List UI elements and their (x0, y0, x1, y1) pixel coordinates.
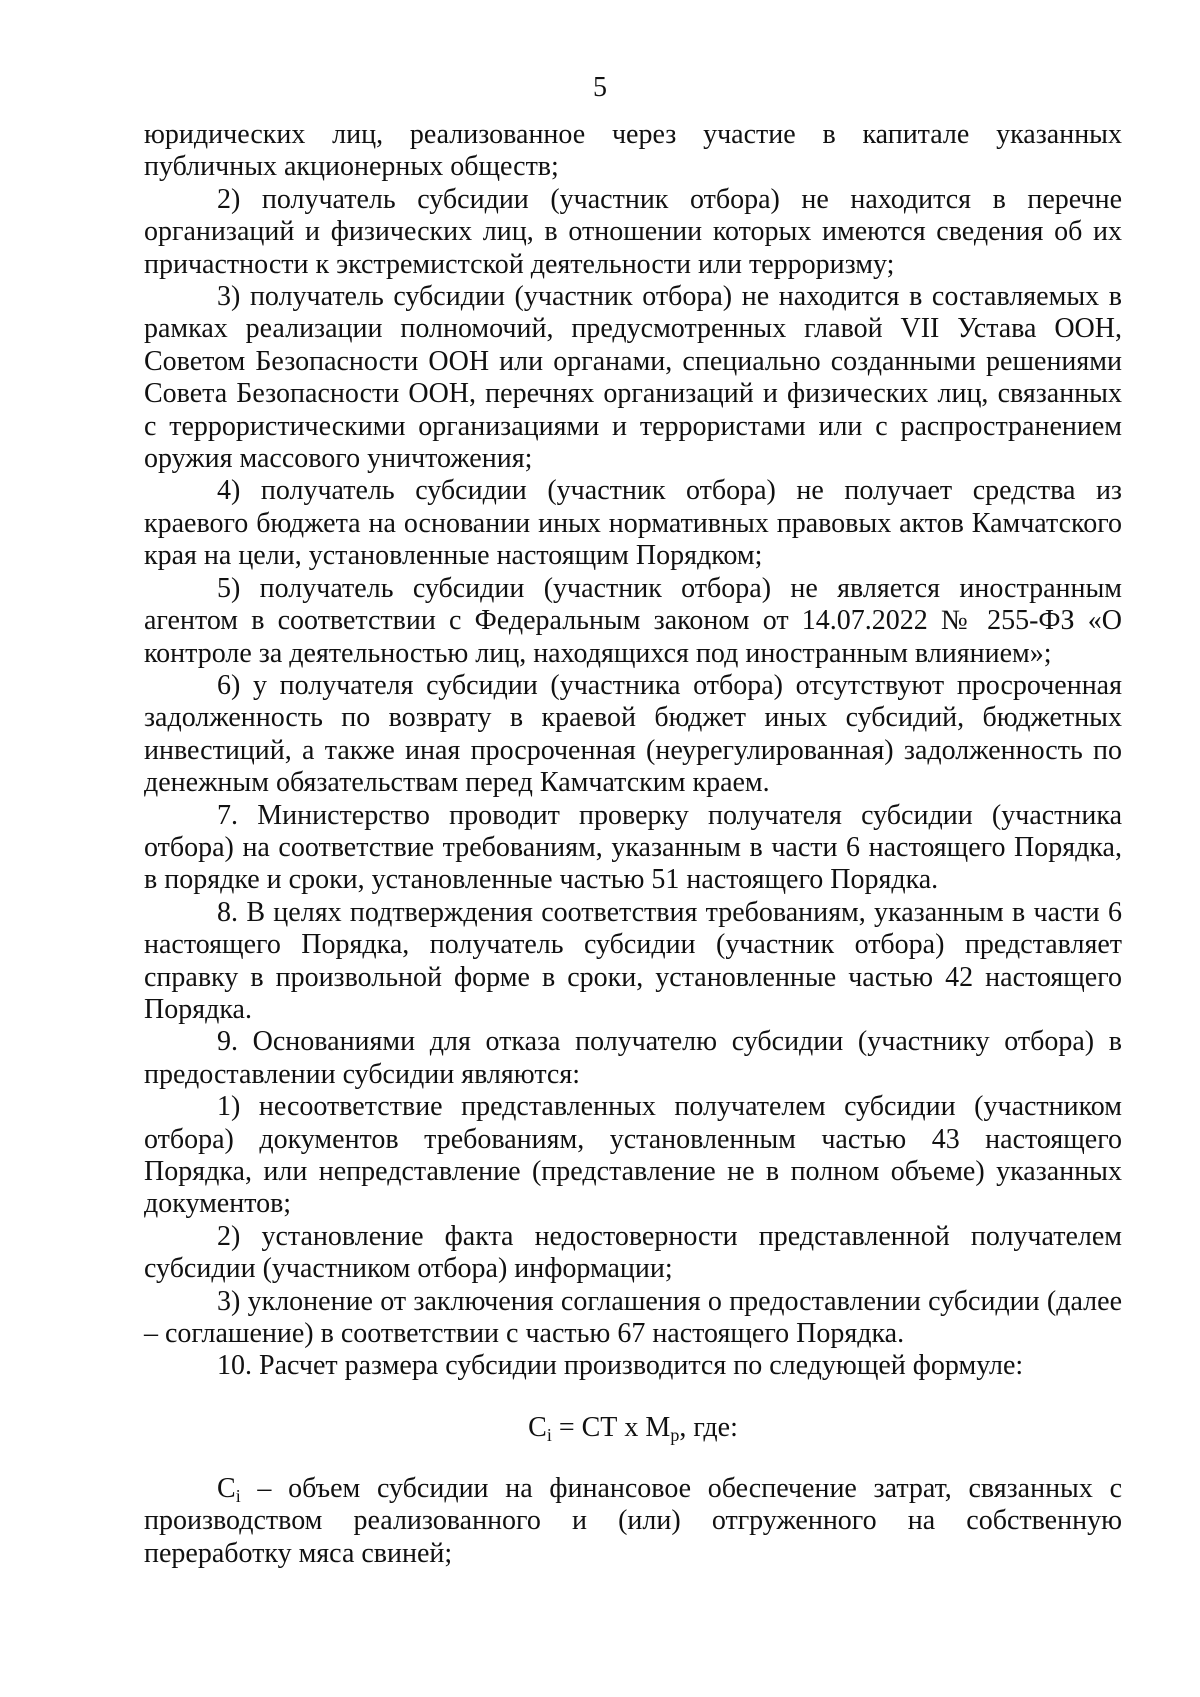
document-body (144, 119, 1122, 1570)
page-number: 5 (593, 72, 607, 103)
formula-middle: = СТ х М (551, 1411, 671, 1443)
paragraph-item-4: 4) получатель субсидии (участник отбора) не получает средства из краевого бюджета на основании иных нормативных правовых актов Камчатского края на цели, установленные настоящим Порядком; (144, 475, 1122, 572)
paragraph-item-5: 5) получатель субсидии (участник отбора) не является иностранным агентом в соответствии с Федеральным законом от 14.07.2022 № 255-ФЗ «О контроле за деятельностью лиц, находящихся под иностранным влиянием»; (144, 572, 1122, 669)
paragraph-item-6: 6) у получателя субсидии (участника отбора) отсутствуют просроченная задолженность по возврату в краевой бюджет иных субсидий, бюджетных инвестиций, а также иная просроченная (неурегулированная) задолженность по денежным обязательствам перед Камчатским краем. (144, 669, 1122, 799)
definition-text: – объем субсидии на финансовое обеспечение затрат, связанных с производством реализованного и (или) отгруженного на собственную переработку мяса свиней; (144, 1472, 1122, 1569)
paragraph-item-3: 3) получатель субсидии (участник отбора) не находится в составляемых в рамках реализации полномочий, предусмотренных главой VII Устава ООН, Советом Безопасности ООН или органами, специально созданными решениями Совета Безопасности ООН, перечнях организаций и физических лиц, связанных с террористическими организациями и террористами или с распространением оружия массового уничтожения; (144, 281, 1122, 475)
formula-tail: , где: (679, 1411, 738, 1443)
definition-symbol: С (217, 1472, 236, 1504)
paragraph-continuation: юридических лиц, реализованное через участие в капитале указанных публичных акционерных обществ; (144, 119, 1122, 183)
paragraph-part-9-item-3: 3) уклонение от заключения соглашения о предоставлении субсидии (далее – соглашение) в соответствии с частью 67 настоящего Порядка. (144, 1285, 1122, 1350)
paragraph-item-2: 2) получатель субсидии (участник отбора) не находится в перечне организаций и физических лиц, в отношении которых имеются сведения об их причастности к экстремистской деятельности или терроризму; (144, 183, 1122, 280)
formula (144, 1411, 1122, 1445)
paragraph-part-9-item-2: 2) установление факта недостоверности представленной получателем субсидии (участником отбора) информации; (144, 1220, 1122, 1285)
paragraph-part-8: 8. В целях подтверждения соответствия требованиям, указанным в части 6 настоящего Порядка, получатель субсидии (участник отбора) представляет справку в произвольной форме в сроки, установленные частью 42 настоящего Порядка. (144, 896, 1122, 1025)
paragraph-part-9: 9. Основаниями для отказа получателю субсидии (участнику отбора) в предоставлении субсидии являются: (144, 1026, 1122, 1090)
formula-subscript-p: р (670, 1424, 680, 1445)
paragraph-part-10: 10. Расчет размера субсидии производится по следующей формуле: (217, 1350, 1024, 1382)
definition-symbol-subscript: i (235, 1485, 241, 1506)
paragraph-part-7: 7. Министерство проводит проверку получателя субсидии (участника отбора) на соответствие требованиям, указанным в части 6 настоящего Порядка, в порядке и сроки, установленные частью 51 настоящего Порядка. (144, 799, 1122, 896)
paragraph-part-9-item-1: 1) несоответствие представленных получателем субсидии (участником отбора) документов требованиям, установленным частью 43 настоящего Порядка, или непредставление (представление не в полном объеме) указанных документов; (144, 1091, 1122, 1220)
formula-symbol-c: С (528, 1411, 547, 1443)
formula-subscript-i: i (546, 1424, 552, 1445)
definition-ci (144, 1473, 1122, 1570)
